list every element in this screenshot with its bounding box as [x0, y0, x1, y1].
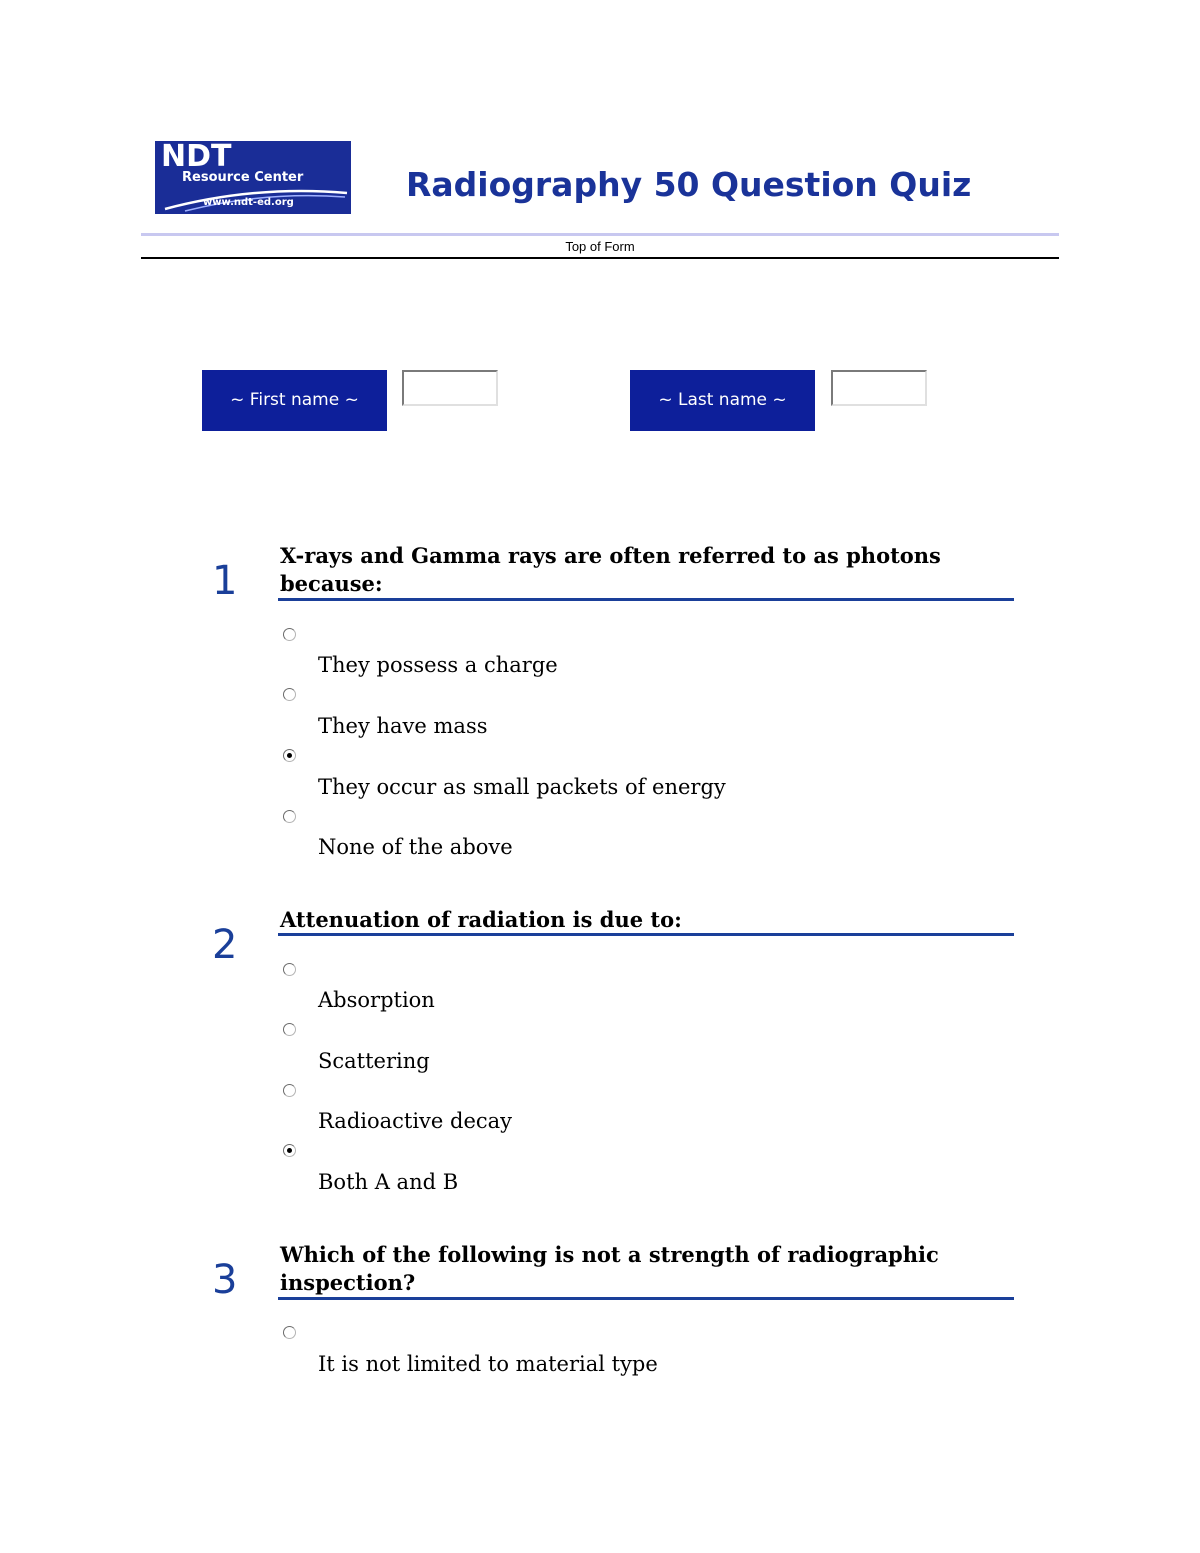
question-text: Attenuation of radiation is due to: — [280, 907, 682, 932]
answer-radio[interactable] — [283, 1144, 296, 1157]
answer-label: They have mass — [318, 714, 488, 738]
answer-label: Absorption — [318, 988, 435, 1012]
last-name-label: ~ Last name ~ — [630, 370, 815, 431]
question-underline — [278, 1297, 1014, 1300]
question-underline — [278, 598, 1014, 601]
question-text: Which of the following is not a strength of radiographic inspection? — [280, 1242, 939, 1295]
logo-abbr: NDT — [161, 141, 232, 174]
question-number: 2 — [212, 922, 238, 968]
question-text: X-rays and Gamma rays are often referred to as photons because: — [280, 543, 941, 596]
answer-label: They occur as small packets of energy — [318, 775, 726, 799]
page-title: Radiography 50 Question Quiz — [406, 165, 972, 204]
answer-radio[interactable] — [283, 1326, 296, 1339]
ndt-logo — [155, 141, 351, 214]
first-name-input[interactable] — [402, 370, 498, 406]
form-top-divider — [141, 257, 1059, 259]
last-name-input[interactable] — [831, 370, 927, 406]
answer-label: Radioactive decay — [318, 1109, 513, 1133]
question-number: 3 — [212, 1257, 238, 1303]
answer-label: Both A and B — [318, 1170, 459, 1194]
first-name-label: ~ First name ~ — [202, 370, 387, 431]
question-number: 1 — [212, 558, 238, 604]
question-underline — [278, 933, 1014, 936]
header-divider — [141, 233, 1059, 236]
answer-radio[interactable] — [283, 963, 296, 976]
logo-url: www.ndt-ed.org — [203, 197, 294, 208]
answer-radio[interactable] — [283, 628, 296, 641]
answer-label: Scattering — [318, 1049, 430, 1073]
answer-radio[interactable] — [283, 1084, 296, 1097]
top-of-form-marker: Top of Form — [565, 239, 635, 254]
answer-label: They possess a charge — [318, 653, 558, 677]
logo-subtitle: Resource Center — [182, 170, 304, 185]
answer-label: It is not limited to material type — [318, 1352, 658, 1376]
answer-radio[interactable] — [283, 749, 296, 762]
answer-radio[interactable] — [283, 1023, 296, 1036]
answer-radio[interactable] — [283, 688, 296, 701]
answer-label: None of the above — [318, 835, 513, 859]
answer-radio[interactable] — [283, 810, 296, 823]
